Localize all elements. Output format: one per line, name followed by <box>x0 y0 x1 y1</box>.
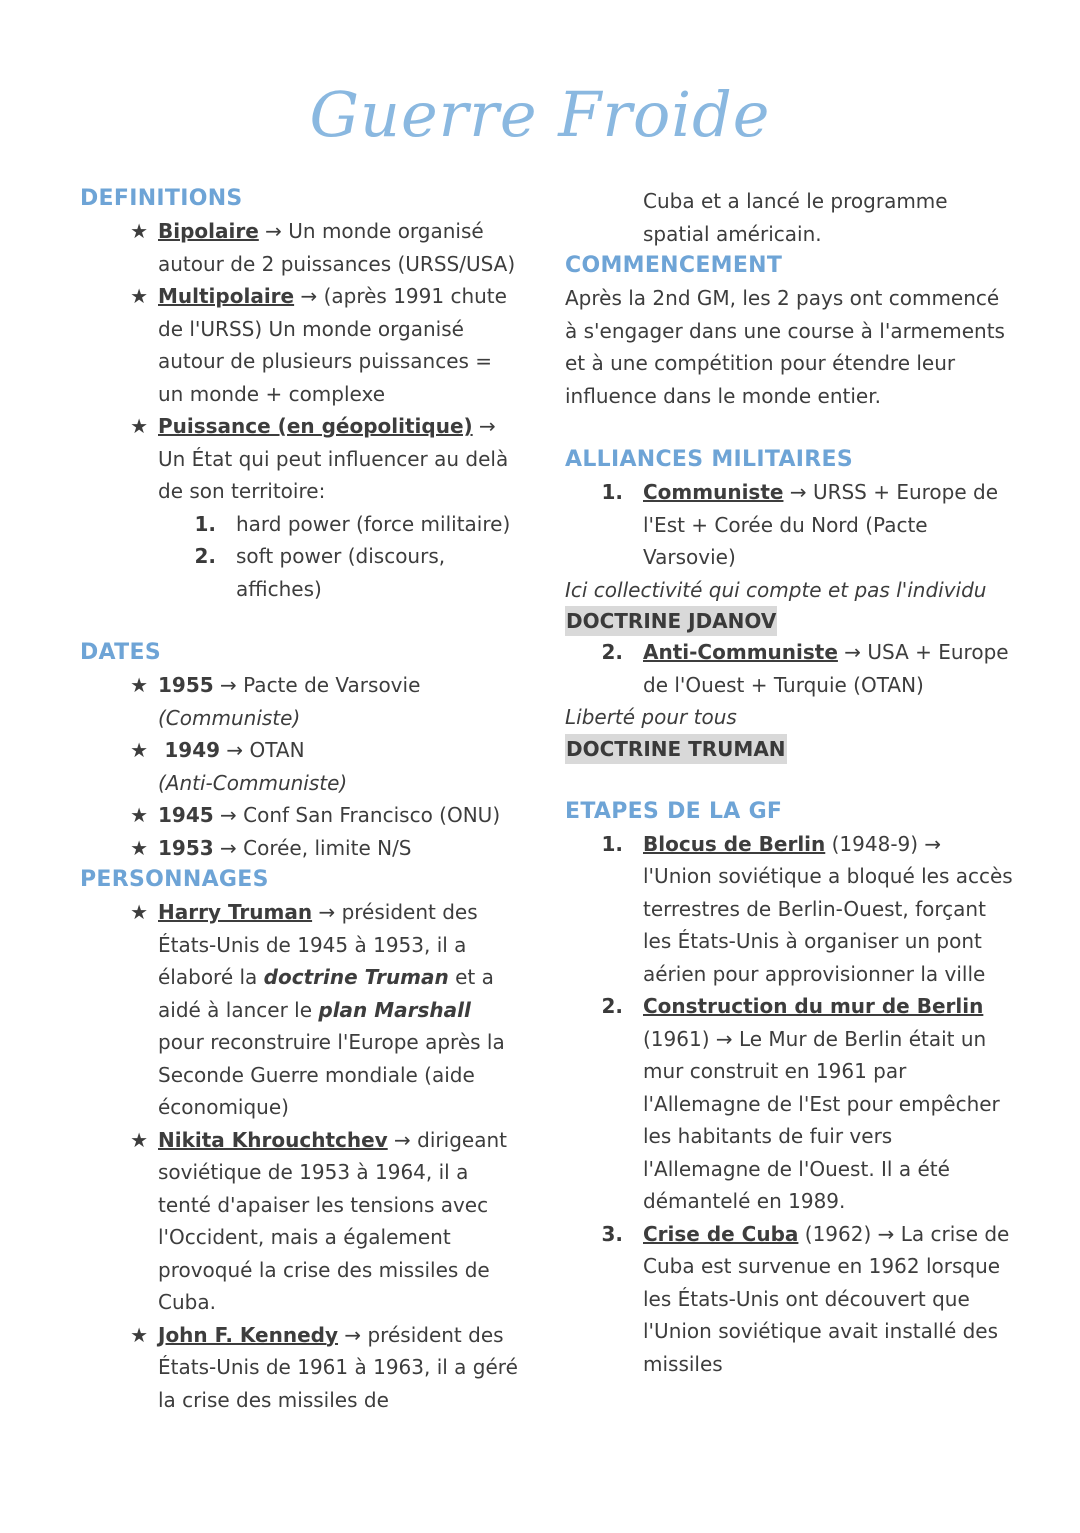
star-icon: ★ <box>130 673 148 697</box>
term-bipolaire: Bipolaire <box>158 219 259 243</box>
star-icon: ★ <box>130 1127 148 1152</box>
list-item <box>565 990 1015 1218</box>
dates-heading: DATES <box>80 640 161 665</box>
person-text: → président des États-Unis de 1945 à 1953, il a élaboré la <box>158 900 478 989</box>
star-icon: ★ <box>130 900 148 924</box>
commencement-text: Après la 2nd GM, les 2 pays ont commencé à s'engager dans une course à l'armements et à une compétition pour étendre leur influence dans le monde entier. <box>565 286 1005 408</box>
star-icon: ★ <box>130 835 148 860</box>
alliance-note: Liberté pour tous <box>565 705 737 729</box>
list-number: 1. <box>601 480 623 504</box>
kennedy-continued: Cuba et a lancé le programme spatial américain. <box>643 189 948 246</box>
date-text: → Pacte de Varsovie <box>213 673 421 697</box>
list-text: soft power (discours, affiches) <box>236 544 446 601</box>
term-multipolaire: Multipolaire <box>158 284 295 308</box>
personnages-heading: PERSONNAGES <box>80 867 269 892</box>
person-name: Nikita Khrouchtchev <box>158 1127 388 1152</box>
person-text: → président des États-Unis de 1961 à 1963, il a géré la crise des missiles de <box>158 1322 518 1412</box>
star-icon: ★ <box>130 414 148 438</box>
person-item <box>80 1124 520 1319</box>
person-name: Harry Truman <box>158 900 313 924</box>
left-column <box>80 183 520 1416</box>
doctrine-truman-ref: doctrine Truman <box>263 965 449 989</box>
date-year: 1953 <box>158 835 214 860</box>
alliance-term: Anti-Communiste <box>643 640 838 664</box>
list-number: 2. <box>601 994 623 1018</box>
person-item <box>80 1319 520 1417</box>
etape-text: (1948-9) → l'Union soviétique a bloqué les accès terrestres de Berlin-Ouest, forçant les États-Unis à organiser un pont aérien pour approvisionner la ville <box>643 831 1013 986</box>
etape-text: (1961) → Le Mur de Berlin était un mur construit en 1961 par l'Allemagne de l'Est pour empêcher les habitants de fuir vers l'Allemagne de l'Ouest. Il a été démantelé en 1989. <box>643 1026 1000 1213</box>
alliance-text: → USA + Europe de l'Ouest + Turquie (OTAN) <box>643 640 1009 697</box>
list-item <box>80 540 520 605</box>
date-item <box>80 734 520 799</box>
right-column <box>565 185 1015 1380</box>
person-text: → dirigeant soviétique de 1953 à 1964, il a tenté d'apaiser les tensions avec l'Occident, mais a également provoqué la crise des missiles de Cuba. <box>158 1127 507 1314</box>
date-item <box>80 799 520 832</box>
commencement-heading: COMMENCEMENT <box>565 253 783 278</box>
date-year: 1945 <box>158 803 214 827</box>
etape-term: Crise de Cuba <box>643 1221 799 1246</box>
list-number: 2. <box>194 544 216 568</box>
alliances-heading: ALLIANCES MILITAIRES <box>565 447 853 472</box>
definition-text: → (après 1991 chute de l'URSS) Un monde organisé autour de plusieurs puissances = un monde + complexe <box>158 284 507 406</box>
date-note: (Communiste) <box>158 705 301 730</box>
date-year: 1955 <box>158 673 214 697</box>
star-icon: ★ <box>130 738 148 762</box>
list-number: 1. <box>601 831 623 856</box>
date-text: → Corée, limite N/S <box>213 835 412 860</box>
list-item <box>565 1218 1015 1381</box>
star-icon: ★ <box>130 803 148 827</box>
etapes-heading: ETAPES DE LA GF <box>565 798 783 824</box>
continued-item <box>565 185 1015 250</box>
alliance-text: → URSS + Europe de l'Est + Corée du Nord (Pacte Varsovie) <box>643 480 999 569</box>
person-text: pour reconstruire l'Europe après la Seconde Guerre mondiale (aide économique) <box>158 1030 505 1119</box>
person-name: John F. Kennedy <box>158 1322 339 1347</box>
definition-text: → Un monde organisé autour de 2 puissances (URSS/USA) <box>158 219 516 276</box>
definition-item <box>80 410 520 508</box>
definition-text: → Un État qui peut influencer au delà de son territoire: <box>158 414 509 503</box>
list-item <box>565 828 1015 991</box>
alliance-term: Communiste <box>643 480 784 504</box>
star-icon: ★ <box>130 284 148 308</box>
star-icon: ★ <box>130 219 148 243</box>
etape-term: Blocus de Berlin <box>643 831 826 856</box>
doctrine-jdanov-label: DOCTRINE JDANOV <box>565 606 777 636</box>
date-item <box>80 832 520 865</box>
definition-item <box>80 215 520 280</box>
list-item <box>565 476 1015 574</box>
star-icon: ★ <box>130 1322 148 1347</box>
page-title: Guerre Froide <box>309 78 771 151</box>
list-number: 2. <box>601 640 623 664</box>
definition-item <box>80 280 520 410</box>
person-item <box>80 896 520 1124</box>
etape-term: Construction du mur de Berlin <box>643 994 984 1018</box>
list-number: 3. <box>601 1221 623 1246</box>
list-item <box>565 636 1015 701</box>
date-text: → Conf San Francisco (ONU) <box>213 803 501 827</box>
person-text: et a aidé à lancer le <box>158 965 494 1022</box>
date-text: → OTAN <box>220 738 305 762</box>
list-item <box>80 508 520 541</box>
term-puissance: Puissance (en géopolitique) <box>158 414 473 438</box>
date-year: 1949 <box>164 738 221 762</box>
plan-marshall-ref: plan Marshall <box>318 997 471 1022</box>
etape-text: (1962) → La crise de Cuba est survenue en 1962 lorsque les États-Unis ont découvert que l'Union soviétique avait installé des missiles <box>643 1221 1010 1376</box>
doctrine-truman-label: DOCTRINE TRUMAN <box>565 734 787 764</box>
list-number: 1. <box>194 511 216 536</box>
alliance-note: Ici collectivité qui compte et pas l'individu <box>565 577 987 602</box>
definitions-heading: DEFINITIONS <box>80 186 243 211</box>
date-item <box>80 669 520 734</box>
list-text: hard power (force militaire) <box>236 511 511 536</box>
date-note: (Anti-Communiste) <box>158 770 348 795</box>
